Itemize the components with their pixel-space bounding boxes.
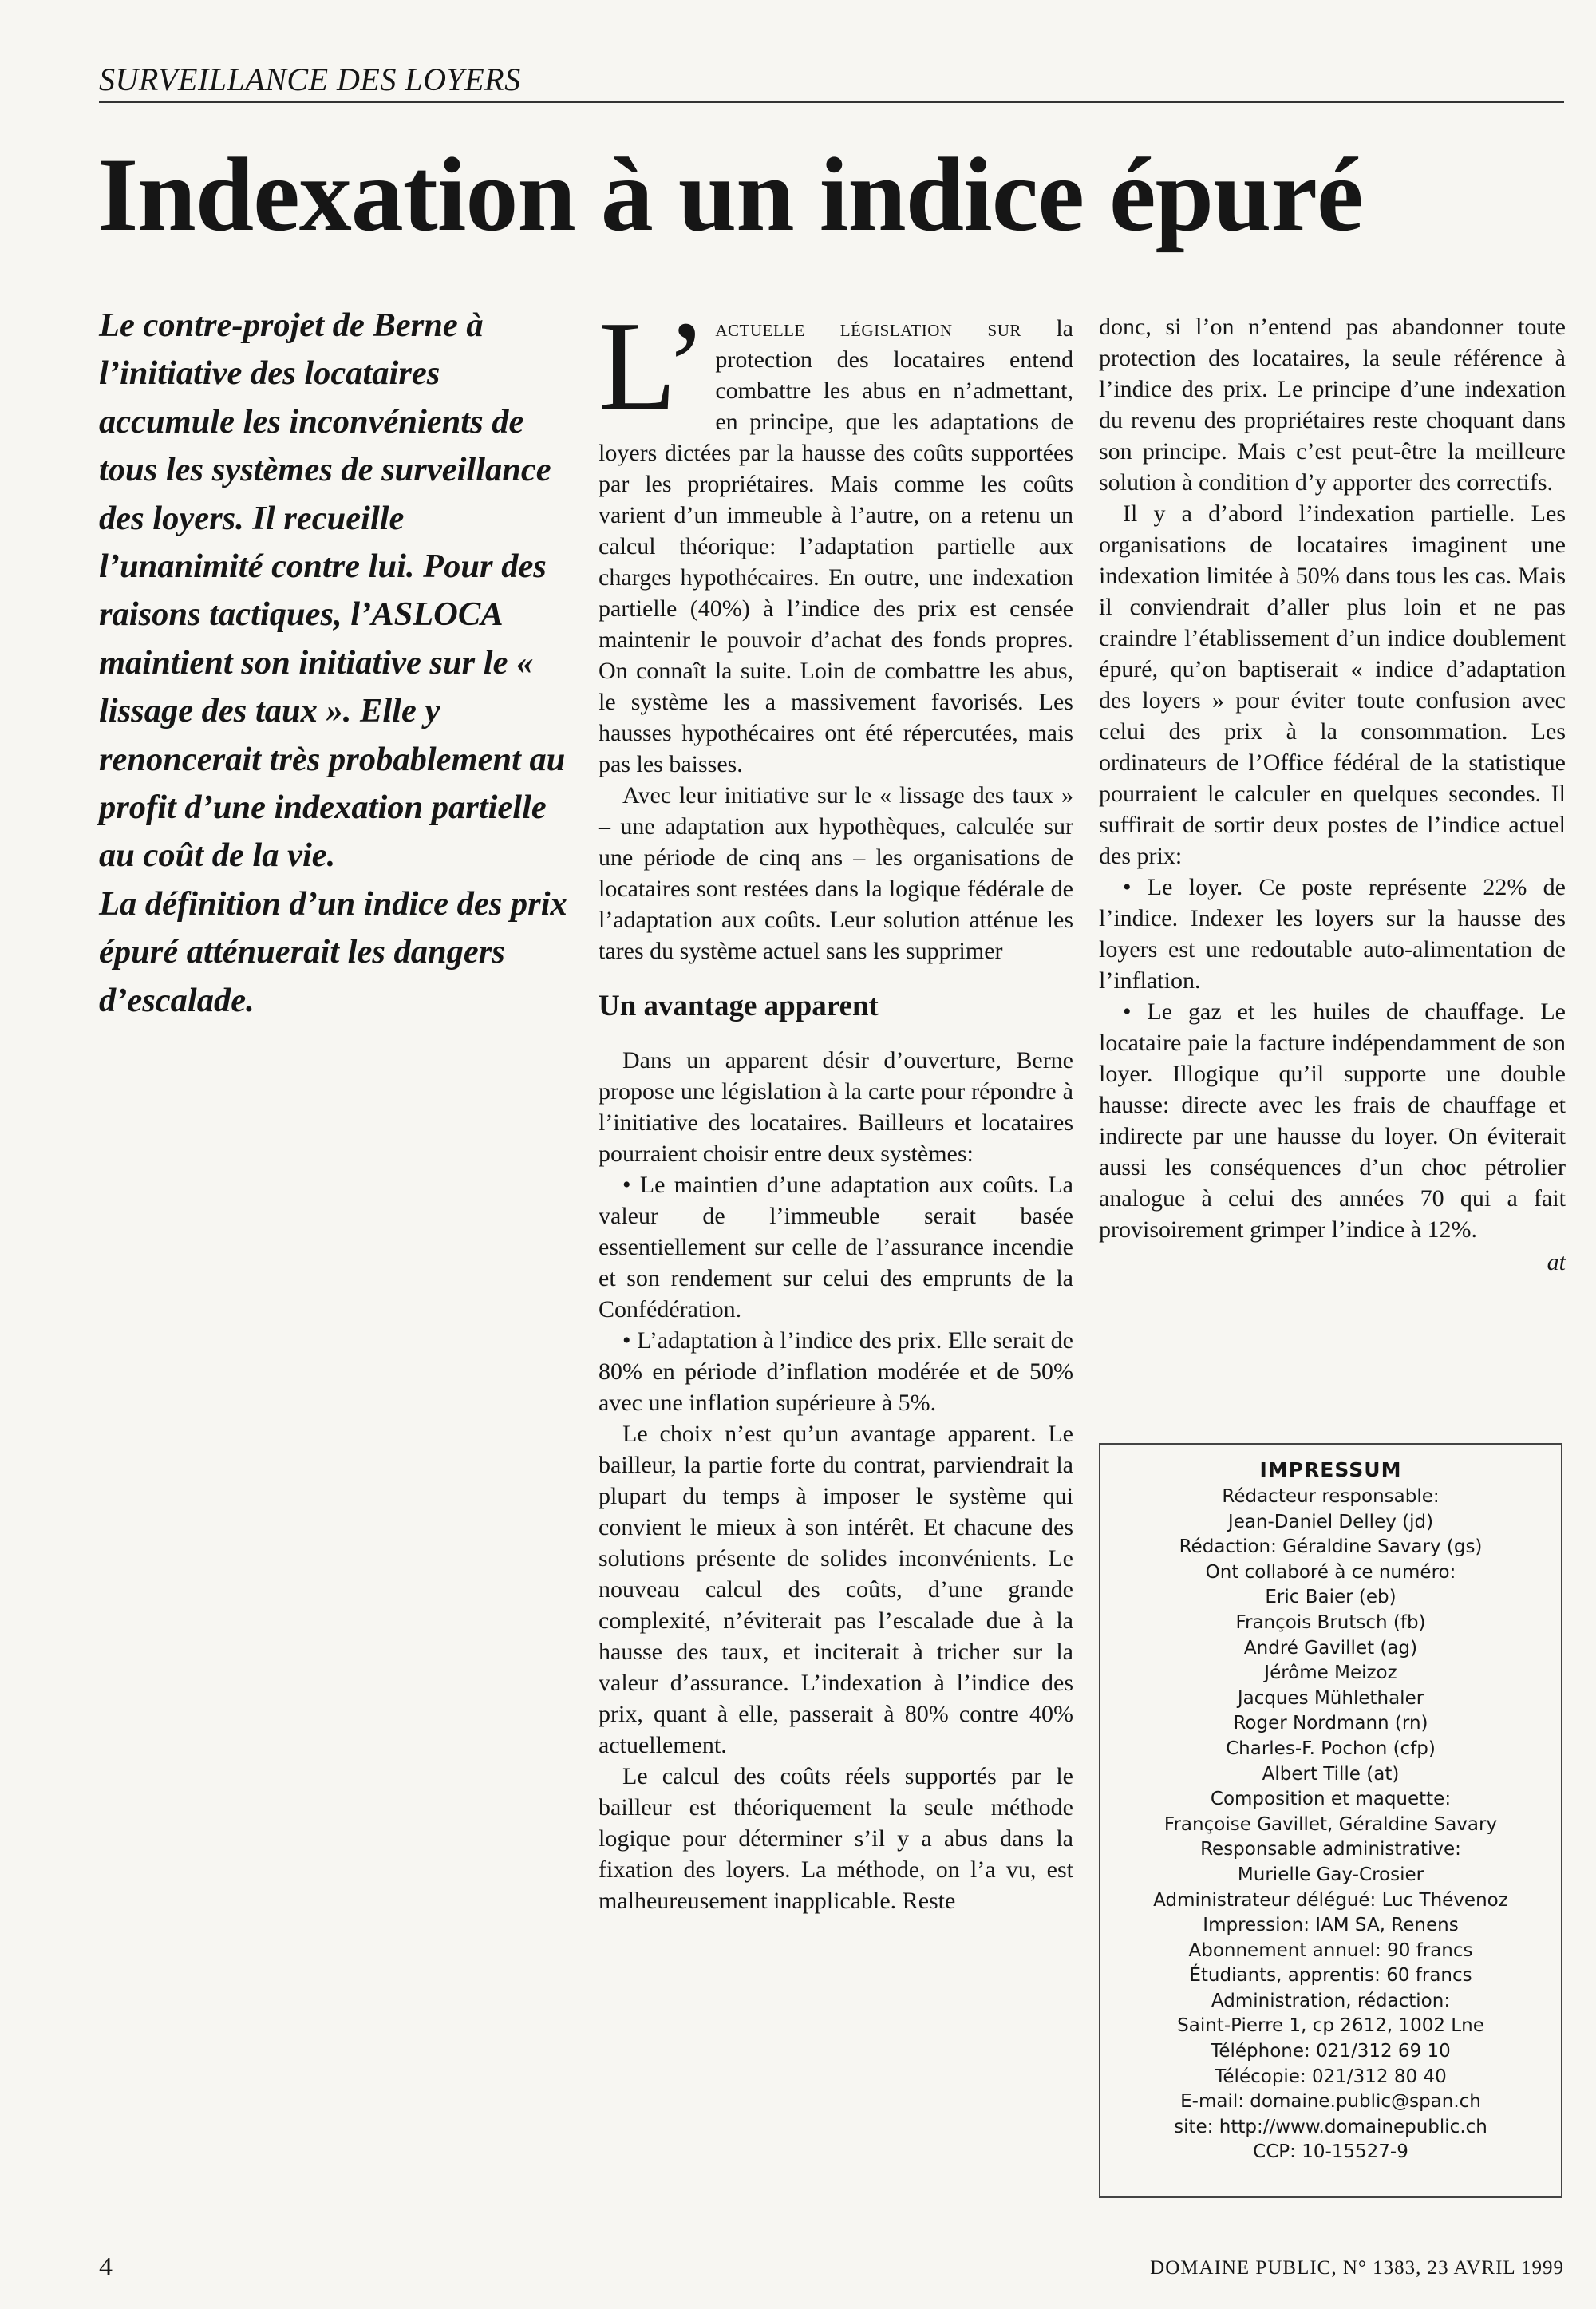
- impressum-line: André Gavillet (ag): [1243, 1637, 1418, 1659]
- impressum-line: E-mail: domaine.public@span.ch: [1180, 2091, 1481, 2113]
- article-lead: [99, 302, 570, 1025]
- impressum-line: Jérôme Meizoz: [1264, 1663, 1397, 1684]
- article-paragraph: • Le loyer. Ce poste représente 22% de l’indice. Indexer les loyers sur la hausse des loyers est une redoutable auto-alimentation de l’inflation.: [1099, 874, 1566, 994]
- impressum-line: Saint-Pierre 1, cp 2612, 1002 Lne: [1177, 2015, 1484, 2037]
- article-paragraph: Dans un apparent désir d’ouverture, Berne propose une législation à la carte pour répondre à l’initiative des locataires. Bailleurs et locataires pourraient choisir entre deux systèmes:: [598, 1047, 1073, 1167]
- impressum-line: Murielle Gay-Crosier: [1237, 1864, 1424, 1885]
- page-number: 4: [99, 2252, 113, 2282]
- impressum-line: Jean-Daniel Delley (jd): [1227, 1511, 1434, 1532]
- impressum-line: Rédaction: Géraldine Savary (gs): [1179, 1536, 1483, 1558]
- impressum-line: Eric Baier (eb): [1265, 1587, 1396, 1608]
- paragraph-text: la protection des locataires entend combattre les abus en n’admettant, en principe, que les adaptations de loyers dictées par la hausse des coûts supportées par les propriétaires. Mais comme les coûts varient d’un immeuble à l’autre, on a retenu un calcul théorique: l’adaptation partielle aux charges hypothécaires. En outre, une indexation partielle (40%) à l’indice des prix est censée maintenir le pouvoir d’achat des fonds propres. On connaît la suite. Loin de combattre les abus, le système les a massivement favorisés. Les hausses hypothécaires ont été répercutées, mais pas les baisses.: [598, 315, 1073, 777]
- opening-small-caps: actuelle législation sur: [715, 315, 1021, 342]
- lead-paragraph: Le contre-projet de Berne à l’initiative des locataires accumule les inconvénients de tous les systèmes de surveillance des loyers. Il recueille l’unanimité contre lui. Pour des raisons tactiques, l’ASLOCA maintient son initiative sur le « lissage des taux ». Elle y renoncerait très probablement au profit d’une indexation partielle au coût de la vie.: [99, 306, 566, 875]
- article-paragraph: • Le gaz et les huiles de chauffage. Le locataire paie la facture indépendamment de son loyer. Illogique qu’il supporte une double hausse: directe avec les frais de chauffage et indirecte par une hausse du loyer. On éviterait aussi les conséquences d’un choc pétrolier analogue à celui des années 70 qui a fait provisoirement grimper l’indice à 12%.: [1099, 998, 1566, 1243]
- article-paragraph: • Le maintien d’une adaptation aux coûts. La valeur de l’immeuble serait basée essentiellement sur celle de l’assurance incendie et son rendement sur celui des emprunts de la Confédération.: [598, 1172, 1073, 1323]
- article-paragraph: donc, si l’on n’entend pas abandonner toute protection des locataires, la seule référence à l’indice des prix. Le principe d’une indexation du revenu des propriétaires reste choquant dans son principe. Mais c’est peut-être la meilleure solution à condition d’y apporter des correctifs.: [1099, 314, 1566, 496]
- impressum-box: [1099, 1443, 1562, 2198]
- article-paragraph: Le calcul des coûts réels supportés par le bailleur est théoriquement la seule méthode logique pour déterminer s’il y a abus dans la fixation des loyers. La méthode, on l’a vu, est malheureusement inapplicable. Reste: [598, 1763, 1073, 1914]
- article-subhead: Un avantage apparent: [598, 990, 879, 1022]
- article-title: Indexation à un indice épuré: [97, 136, 1363, 253]
- impressum-line: Roger Nordmann (rn): [1233, 1713, 1428, 1734]
- impressum-line: Ont collaboré à ce numéro:: [1205, 1561, 1456, 1583]
- article-paragraph: Avec leur initiative sur le « lissage des taux » – une adaptation aux hypothèques, calculée sur une période de cinq ans – les organisations de locataires sont restées dans la logique fédérale de l’adaptation aux coûts. Leur solution atténue les tares du système actuel sans les supprimer: [598, 782, 1073, 964]
- impressum-line: Rédacteur responsable:: [1222, 1486, 1440, 1507]
- article-column-2: [1099, 311, 1566, 1278]
- impressum-line: Albert Tille (at): [1262, 1763, 1400, 1785]
- impressum-line: Téléphone: 021/312 69 10: [1211, 2041, 1451, 2062]
- impressum-line: Administration, rédaction:: [1211, 1990, 1451, 2011]
- article-paragraph: Il y a d’abord l’indexation partielle. Les organisations de locataires imaginent une indexation limitée à 50% dans tous les cas. Mais il conviendrait d’aller plus loin et ne pas craindre l’établissement d’un indice doublement épuré, qu’on baptiserait « indice d’adaptation des loyers » pour éviter toute confusion avec celui des prix à la consommation. Les ordinateurs de l’Office fédéral de la statistique pourraient le calculer en quelques secondes. Il suffirait de sortir deux postes de l’indice actuel des prix:: [1099, 500, 1566, 869]
- impressum-line: Abonnement annuel: 90 francs: [1188, 1939, 1473, 1961]
- article-paragraph: [598, 295, 1073, 780]
- impressum-line: site: http://www.domainepublic.ch: [1174, 2116, 1487, 2137]
- impressum-title: IMPRESSUM: [1259, 1458, 1402, 1481]
- author-signature: at: [1547, 1249, 1566, 1275]
- impressum-line: Étudiants, apprentis: 60 francs: [1189, 1965, 1472, 1987]
- impressum-line: Administrateur délégué: Luc Thévenoz: [1153, 1889, 1508, 1911]
- impressum-line: CCP: 10-15527-9: [1253, 2141, 1408, 2163]
- article-paragraph: Le choix n’est qu’un avantage apparent. Le bailleur, la partie forte du contrat, parviendrait la plupart du temps à imposer le système qui convient le mieux à son intérêt. Et chacune des solutions présente de solides inconvénients. Le nouveau calcul des coûts, d’une grande complexité, n’éviterait pas l’escalade due à la hausse des taux, et inciterait à tricher sur la valeur d’assurance. L’indexation à l’indice des prix, quant à elle, passerait à 80% contre 40% actuellement.: [598, 1421, 1073, 1758]
- impressum-line: Impression: IAM SA, Renens: [1203, 1915, 1459, 1936]
- lead-paragraph: La définition d’un indice des prix épuré atténuerait les dangers d’escalade.: [99, 884, 567, 1019]
- impressum-line: Télécopie: 021/312 80 40: [1215, 2066, 1447, 2087]
- article-column-1: [598, 295, 1073, 1916]
- impressum-line: Charles-F. Pochon (cfp): [1226, 1738, 1436, 1759]
- header-rule: [99, 101, 1564, 103]
- impressum-line: Composition et maquette:: [1210, 1789, 1452, 1810]
- impressum-line: François Brutsch (fb): [1235, 1611, 1426, 1633]
- impressum-line: Françoise Gavillet, Géraldine Savary: [1163, 1813, 1498, 1835]
- publication-footer: DOMAINE PUBLIC, N° 1383, 23 AVRIL 1999: [1150, 2257, 1564, 2279]
- impressum-line: Responsable administrative:: [1200, 1839, 1461, 1860]
- article-paragraph: • L’adaptation à l’indice des prix. Elle serait de 80% en période d’inflation modérée et de 50% avec une inflation supérieure à 5%.: [598, 1327, 1073, 1416]
- section-rubric: SURVEILLANCE DES LOYERS: [99, 61, 521, 97]
- drop-cap: L’: [598, 295, 708, 437]
- impressum-line: Jacques Mühlethaler: [1237, 1687, 1424, 1709]
